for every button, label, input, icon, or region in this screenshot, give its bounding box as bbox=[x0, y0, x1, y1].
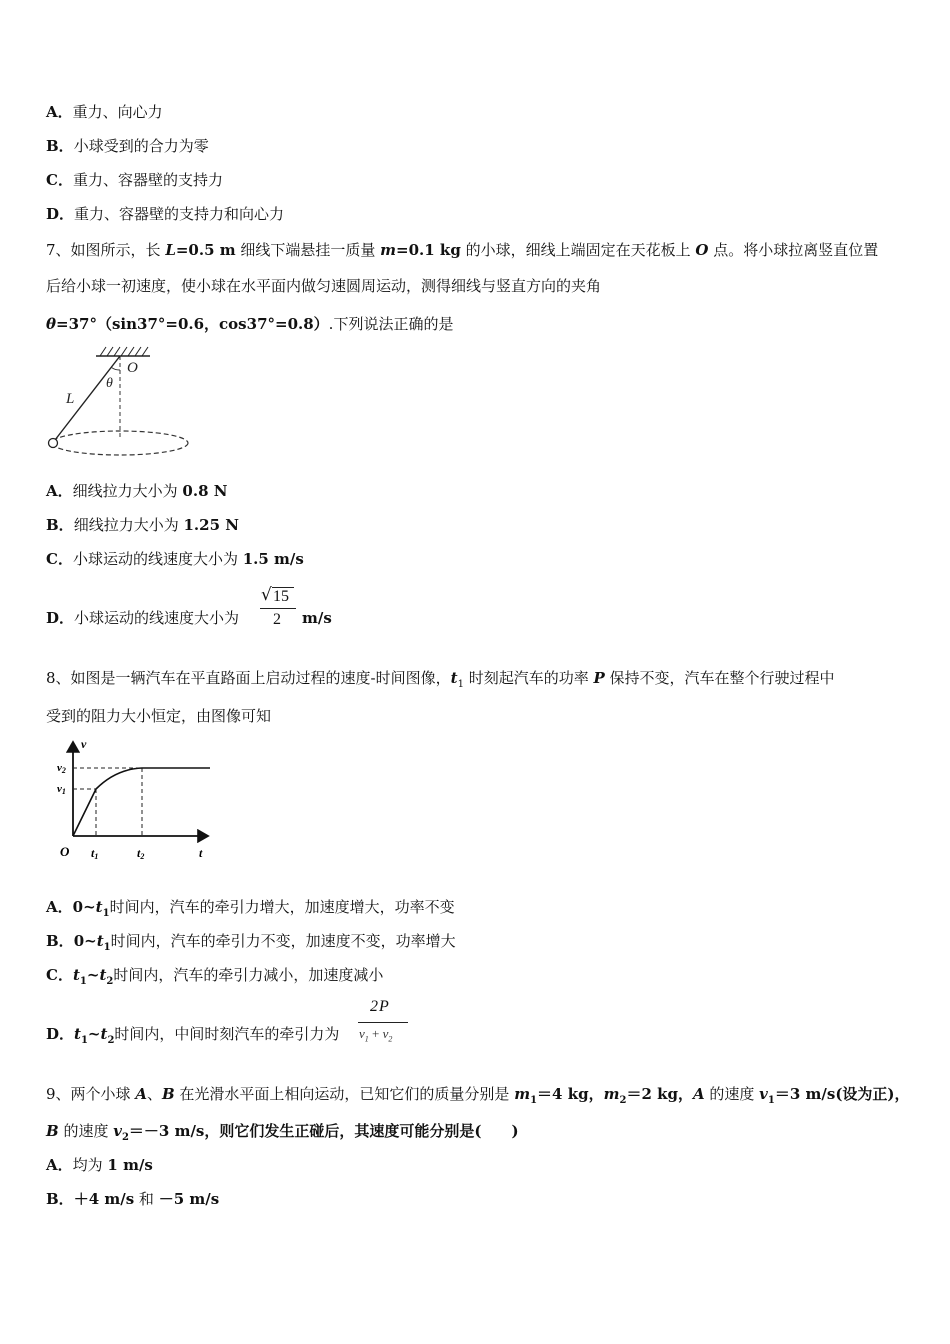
q7-option-d-fraction bbox=[260, 584, 298, 634]
q8-stem-line-1 bbox=[46, 668, 835, 688]
option-text: 时间内，汽车的牵引力增大，加速度增大，功率不变 bbox=[109, 898, 455, 916]
den-sub: 1 bbox=[364, 1034, 369, 1044]
q8-stem-text: 8、如图是一辆汽车在平直路面上启动过程的速度-时间图像， bbox=[46, 669, 451, 687]
q9-mass-value: ＝4 kg， bbox=[537, 1085, 604, 1103]
q9-var-m: m bbox=[514, 1085, 531, 1103]
angle-arc bbox=[112, 368, 121, 371]
q8-option-d bbox=[46, 1024, 339, 1044]
ceiling-hatch bbox=[100, 347, 148, 356]
q9-var-B: B bbox=[161, 1085, 175, 1103]
q7-stem-text: 细线下端悬挂一质量 bbox=[235, 241, 381, 259]
option-key: C． bbox=[46, 171, 73, 189]
fraction-bar bbox=[260, 608, 296, 609]
q7-angle-value: =37°（sin37°=0.6，cos37°=0.8） bbox=[56, 315, 329, 333]
q7-stem-text: 的小球，细线上端固定在天花板上 bbox=[460, 241, 696, 259]
q9-var-v: v bbox=[113, 1122, 122, 1140]
q8-var-P: P bbox=[593, 669, 605, 687]
tick-v2: v2 bbox=[57, 762, 66, 775]
option-value: 1.25 N bbox=[183, 516, 239, 534]
option-key: B． bbox=[46, 932, 74, 950]
ball bbox=[49, 439, 58, 448]
tick-t2: t2 bbox=[137, 846, 145, 861]
option-sub: 1 bbox=[80, 1035, 88, 1046]
option-key: A． bbox=[46, 103, 73, 121]
fraction-denominator bbox=[359, 1026, 392, 1042]
q7-option-c bbox=[46, 549, 304, 569]
q9-stem-line-2 bbox=[46, 1121, 519, 1141]
q7-var-O: O bbox=[695, 241, 709, 259]
q9-var-B: B bbox=[46, 1122, 59, 1140]
option-text: 时间内，汽车的牵引力减小，加速度减小 bbox=[113, 966, 384, 984]
axis-label-t: t bbox=[199, 846, 203, 860]
option-sub: 2 bbox=[107, 1035, 115, 1046]
option-range: 0~ bbox=[72, 898, 96, 916]
option-key: A． bbox=[46, 898, 73, 916]
fraction-denominator: 2 bbox=[273, 611, 281, 628]
q8-stem-line-2 bbox=[46, 706, 271, 726]
option-key: D． bbox=[46, 1025, 75, 1043]
option-text: 和 bbox=[134, 1190, 159, 1208]
option-var-t: t bbox=[95, 898, 103, 916]
q7-stem-text: 7、如图所示，长 bbox=[46, 241, 166, 259]
q6-option-c bbox=[46, 170, 223, 190]
fraction-bar bbox=[358, 1022, 408, 1023]
q9-stem-text: ＝－3 m/s，则它们发生正碰后，其速度可能分别是( ) bbox=[128, 1122, 519, 1140]
q9-sub: 1 bbox=[530, 1095, 538, 1106]
q9-var-A: A bbox=[692, 1085, 705, 1103]
option-text: 细线拉力大小为 bbox=[72, 482, 183, 500]
q9-sub: 2 bbox=[121, 1132, 129, 1143]
q8-var-t: t bbox=[450, 669, 458, 687]
option-var-t: t bbox=[99, 966, 107, 984]
q7-stem-text: .下列说法正确的是 bbox=[328, 315, 454, 333]
option-key: A． bbox=[46, 482, 73, 500]
label-theta: θ bbox=[106, 376, 113, 391]
q6-option-a bbox=[46, 102, 163, 122]
q7-option-d-unit: m/s bbox=[302, 609, 332, 627]
q7-option-a bbox=[46, 481, 227, 501]
q9-stem-text: 9、两个小球 bbox=[46, 1085, 136, 1103]
den-v1: v bbox=[359, 1026, 365, 1041]
q8-stem-text: 保持不变，汽车在整个行驶过程中 bbox=[604, 669, 835, 687]
option-sub: 2 bbox=[106, 976, 114, 987]
q7-length-value: =0.5 m bbox=[175, 241, 236, 259]
q7-var-L: L bbox=[165, 241, 176, 259]
q7-stem-line-1 bbox=[46, 240, 878, 260]
option-var-t: t bbox=[74, 1025, 81, 1043]
option-text: 小球运动的线速度大小为 bbox=[74, 609, 240, 627]
q6-option-d bbox=[46, 204, 284, 224]
q9-option-b bbox=[46, 1189, 219, 1209]
q8-sub: 1 bbox=[457, 679, 464, 690]
sqrt-sign: √ bbox=[261, 585, 272, 605]
option-value: －5 m/s bbox=[158, 1190, 220, 1208]
den-plus: + bbox=[372, 1026, 380, 1041]
q8-option-a bbox=[46, 897, 455, 917]
fraction-numerator: 15 bbox=[273, 588, 289, 605]
den-v2: v bbox=[382, 1026, 389, 1041]
q7-stem-text: 点。将小球拉离竖直位置 bbox=[708, 241, 879, 259]
q7-option-b bbox=[46, 515, 239, 535]
q8-option-c bbox=[46, 965, 383, 985]
option-value: 0.8 N bbox=[182, 482, 228, 500]
q8-stem-text: 受到的阻力大小恒定，由图像可知 bbox=[46, 707, 272, 725]
q9-mass-value: ＝2 kg， bbox=[626, 1085, 693, 1103]
option-key: B． bbox=[46, 516, 74, 534]
q9-stem-text: 、 bbox=[146, 1085, 162, 1103]
q9-var-m: m bbox=[603, 1085, 620, 1103]
option-value: ＋4 m/s bbox=[73, 1190, 135, 1208]
q9-var-v: v bbox=[759, 1085, 768, 1103]
q9-var-A: A bbox=[135, 1085, 147, 1103]
option-text: 小球运动的线速度大小为 bbox=[72, 550, 243, 568]
q9-velocity-value: ＝3 m/s(设为正)， bbox=[774, 1085, 910, 1103]
option-text: 均为 bbox=[72, 1156, 108, 1174]
axis-label-v: v bbox=[81, 737, 87, 751]
option-range: 0~ bbox=[73, 932, 97, 950]
q8-vt-graph bbox=[56, 736, 218, 864]
option-key: C． bbox=[46, 550, 73, 568]
option-text: 重力、容器壁的支持力 bbox=[72, 171, 223, 189]
q7-pendulum-figure bbox=[40, 342, 200, 464]
q7-var-theta: θ bbox=[46, 315, 57, 333]
q8-option-d-fraction bbox=[356, 998, 412, 1050]
q8-stem-text: 时刻起汽车的功率 bbox=[463, 669, 594, 687]
fraction-numerator: 2P bbox=[370, 998, 390, 1015]
q9-sub: 2 bbox=[619, 1095, 627, 1106]
option-var-t: t bbox=[96, 932, 104, 950]
q7-stem-line-2 bbox=[46, 276, 601, 296]
label-O: O bbox=[127, 360, 138, 376]
q8-option-b bbox=[46, 931, 456, 951]
option-value: 1.5 m/s bbox=[242, 550, 304, 568]
option-sub: 1 bbox=[102, 908, 110, 919]
option-key: D． bbox=[46, 609, 75, 627]
label-L: L bbox=[66, 391, 75, 407]
option-text: 时间内，汽车的牵引力不变，加速度不变，功率增大 bbox=[110, 932, 456, 950]
option-text: 重力、容器壁的支持力和向心力 bbox=[74, 205, 285, 223]
option-text: 重力、向心力 bbox=[72, 103, 163, 121]
tick-t1: t1 bbox=[91, 846, 99, 861]
option-sub: 1 bbox=[79, 976, 87, 987]
q9-stem-line-1 bbox=[46, 1084, 910, 1104]
option-var-t: t bbox=[72, 966, 80, 984]
option-key: A． bbox=[46, 1156, 73, 1174]
option-text: 细线拉力大小为 bbox=[73, 516, 184, 534]
q9-stem-text: 的速度 bbox=[704, 1085, 760, 1103]
den-sub: 2 bbox=[388, 1034, 393, 1044]
q9-stem-text: 在光滑水平面上相向运动，已知它们的质量分别是 bbox=[174, 1085, 515, 1103]
option-key: D． bbox=[46, 205, 75, 223]
q9-stem-text: 的速度 bbox=[58, 1122, 114, 1140]
q7-stem-text: 后给小球一初速度，使小球在水平面内做匀速圆周运动，测得细线与竖直方向的夹角 bbox=[46, 277, 602, 295]
q9-sub: 1 bbox=[767, 1095, 775, 1106]
option-key: C． bbox=[46, 966, 73, 984]
tick-v1: v1 bbox=[57, 783, 66, 796]
option-tilde: ~ bbox=[87, 1025, 101, 1043]
q6-option-b bbox=[46, 136, 209, 156]
q7-stem-line-3 bbox=[46, 314, 453, 334]
q9-option-a bbox=[46, 1155, 153, 1175]
option-key: B． bbox=[46, 137, 74, 155]
option-sub: 1 bbox=[103, 942, 111, 953]
option-var-t: t bbox=[100, 1025, 108, 1043]
q7-mass-value: =0.1 kg bbox=[396, 241, 461, 259]
string-line bbox=[55, 356, 120, 440]
q7-option-d bbox=[46, 608, 239, 628]
option-text: 小球受到的合力为零 bbox=[73, 137, 209, 155]
origin-O: O bbox=[60, 844, 70, 859]
option-text: 时间内，中间时刻汽车的牵引力为 bbox=[114, 1025, 340, 1043]
option-value: 1 m/s bbox=[107, 1156, 153, 1174]
q7-var-m: m bbox=[380, 241, 397, 259]
option-key: B． bbox=[46, 1190, 74, 1208]
option-tilde: ~ bbox=[86, 966, 100, 984]
